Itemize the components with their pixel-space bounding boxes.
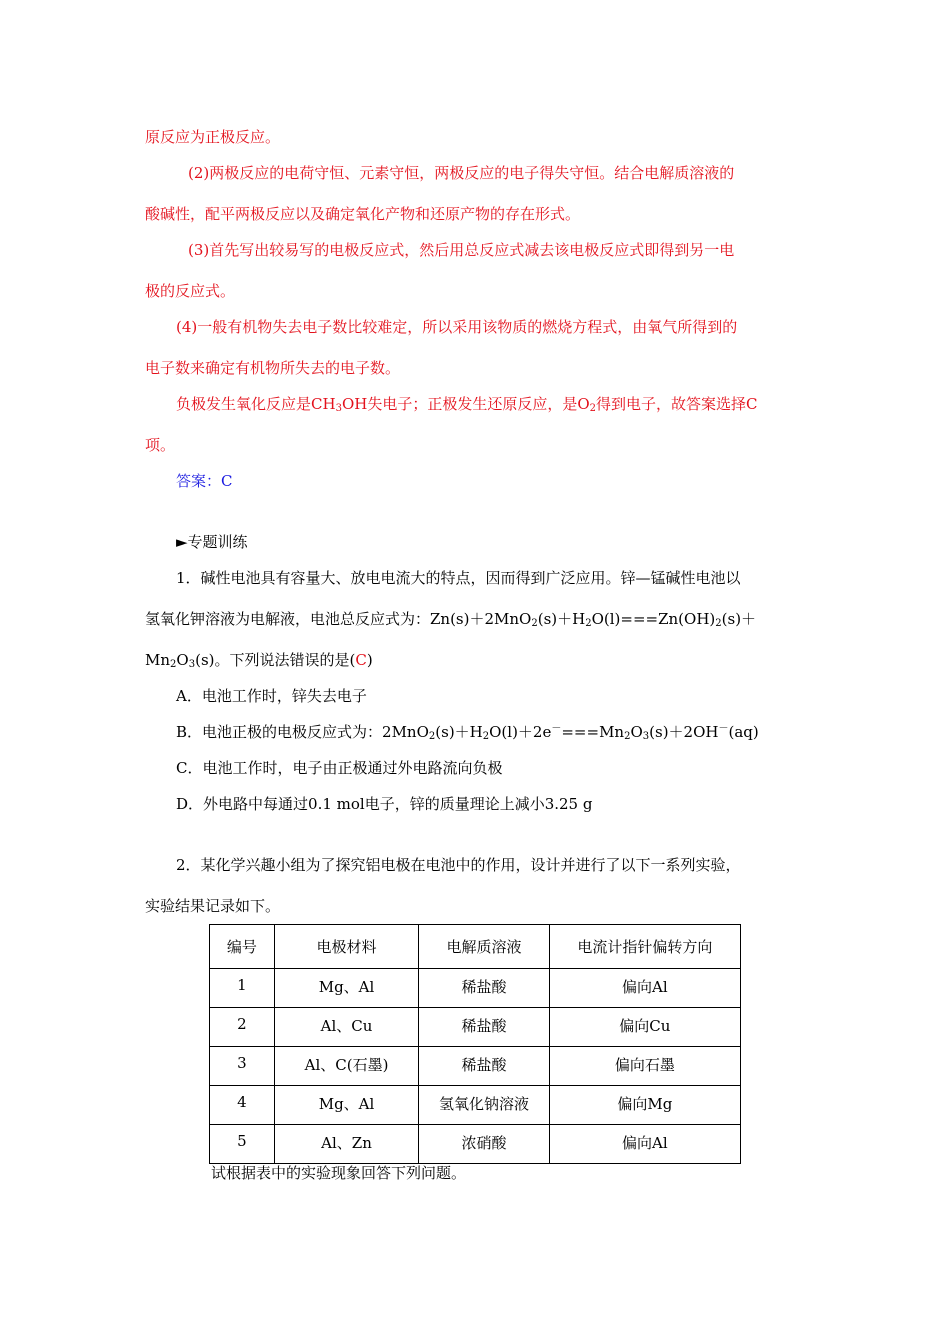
table-row [210, 969, 741, 1008]
table-cell: Mg、Al [274, 1086, 419, 1125]
table-cell: 氢氧化钠溶液 [419, 1086, 549, 1125]
question-2-line: 实验结果记录如下。 [145, 897, 281, 915]
table-cell: 偏向石墨 [549, 1047, 740, 1086]
table-header-cell: 编号 [210, 925, 275, 969]
option-a: A．电池工作时，锌失去电子 [176, 687, 367, 705]
option-d: D．外电路中每通过0.1 mol电子，锌的质量理论上减小3.25 g [176, 795, 593, 813]
table-cell: 3 [210, 1047, 275, 1086]
table-header-cell: 电解质溶液 [419, 925, 549, 969]
table-row [210, 1008, 741, 1047]
analysis-line: 负极发生氧化反应是$CH_3OH$失电子；正极发生还原反应，是$O_2$得到电子，故答案选择C [176, 395, 758, 414]
answer-label: 答案：C [176, 472, 233, 490]
table-cell: 1 [210, 969, 275, 1008]
option-b: B．电池正极的电极反应式为：$2MnO_2(s)+H_2O(l)+2e^-===Mn_2O_3(s)+2OH^-(aq)$ [176, 723, 759, 742]
table-cell: 偏向Al [549, 1125, 740, 1164]
analysis-line: (4)一般有机物失去电子数比较难定，所以采用该物质的燃烧方程式，由氧气所得到的 [176, 318, 738, 336]
analysis-line: 项。 [145, 436, 176, 454]
analysis-line: 酸碱性，配平两极反应以及确定氧化产物和还原产物的存在形式。 [145, 205, 581, 223]
table-cell: 偏向Mg [549, 1086, 740, 1125]
table-cell: 浓硝酸 [419, 1125, 549, 1164]
table-row [210, 1086, 741, 1125]
experiment-table [209, 924, 741, 1164]
table-cell: 2 [210, 1008, 275, 1047]
question-1-line: 1．碱性电池具有容量大、放电电流大的特点，因而得到广泛应用。锌—锰碱性电池以 [176, 569, 741, 587]
question-2-line: 2．某化学兴趣小组为了探究铝电极在电池中的作用，设计并进行了以下一系列实验， [176, 856, 741, 874]
table-row [210, 1125, 741, 1164]
table-header-cell: 电流计指针偏转方向 [549, 925, 740, 969]
table-cell: 偏向Al [549, 969, 740, 1008]
table-cell: 稀盐酸 [419, 1008, 549, 1047]
table-cell: Mg、Al [274, 969, 419, 1008]
table-header-cell: 电极材料 [274, 925, 419, 969]
question-1-line: 氢氧化钾溶液为电解液，电池总反应式为：$Zn(s)+2MnO_2(s)+H_2O(l)===Zn(OH)_2(s)+$ [145, 610, 757, 629]
analysis-line: 电子数来确定有机物所失去的电子数。 [145, 359, 401, 377]
table-cell: Al、Zn [274, 1125, 419, 1164]
table-cell: Al、C(石墨) [274, 1047, 419, 1086]
analysis-line: (3)首先写出较易写的电极反应式，然后用总反应式减去该电极反应式即得到另一电 [188, 241, 735, 259]
analysis-line: 极的反应式。 [145, 282, 236, 300]
answer-choice: C [355, 651, 367, 669]
section-title: ►专题训练 [176, 533, 248, 551]
table-row [210, 1047, 741, 1086]
table-cell: 稀盐酸 [419, 969, 549, 1008]
table-cell: 5 [210, 1125, 275, 1164]
question-1-line: $Mn_2O_3(s)$。下列说法错误的是(C) [145, 651, 373, 670]
analysis-line: (2)两极反应的电荷守恒、元素守恒，两极反应的电子得失守恒。结合电解质溶液的 [188, 164, 735, 182]
table-cell: 偏向Cu [549, 1008, 740, 1047]
table-header-row [210, 925, 741, 969]
table-cell: 稀盐酸 [419, 1047, 549, 1086]
table-cell: Al、Cu [274, 1008, 419, 1047]
question-2-prompt: 试根据表中的实验现象回答下列问题。 [211, 1164, 467, 1182]
table-cell: 4 [210, 1086, 275, 1125]
analysis-line: 原反应为正极反应。 [145, 128, 281, 146]
option-c: C．电池工作时，电子由正极通过外电路流向负极 [176, 759, 503, 777]
